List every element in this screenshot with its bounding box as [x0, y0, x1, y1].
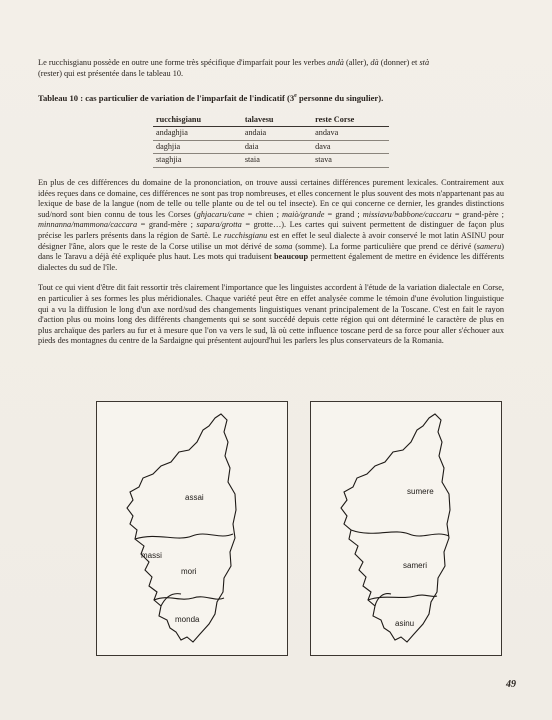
intro-text: (donner) et: [380, 58, 418, 67]
dialect-maps: [96, 401, 502, 656]
column-header: reste Corse: [301, 114, 389, 127]
table-cell: stava: [301, 154, 389, 168]
map-label: sameri: [403, 561, 428, 570]
page-number: 49: [506, 679, 516, 690]
verb-anda: andà: [327, 58, 344, 67]
intro-text: (aller),: [345, 58, 369, 67]
corsica-map-left: [97, 402, 287, 655]
corsica-outline: [127, 414, 236, 642]
isogloss-line: [375, 594, 391, 606]
table-cell: staia: [233, 154, 301, 168]
map-label: assai: [185, 493, 204, 502]
map-label: mori: [181, 567, 197, 576]
table-cell: daia: [233, 140, 301, 154]
corsica-map-right: [311, 402, 501, 655]
map-label: asinu: [395, 619, 415, 628]
map-ane: [310, 401, 502, 656]
table-cell: andava: [301, 127, 389, 141]
text-column: [38, 58, 504, 347]
table-row: [153, 154, 389, 168]
table-caption: Tableau 10 : cas particulier de variation de l'imparfait de l'indicatif (3e personne du singulier).: [38, 93, 384, 104]
table-header-row: [153, 114, 389, 127]
verb-da: dà: [370, 58, 379, 67]
isogloss-line: [135, 534, 233, 539]
column-header: talavesu: [233, 114, 301, 127]
table-cell: andaia: [233, 127, 301, 141]
imparfait-table: [153, 114, 389, 168]
table-cell: staghjia: [153, 154, 233, 168]
map-label: massi: [141, 551, 162, 560]
table-cell: dava: [301, 140, 389, 154]
table-cell: daghjia: [153, 140, 233, 154]
corsica-outline: [341, 414, 450, 642]
table-cell: andaghjia: [153, 127, 233, 141]
intro-paragraph: [38, 58, 504, 79]
table-row: [153, 140, 389, 154]
table-row: [153, 127, 389, 141]
isogloss-line: [161, 594, 181, 606]
isogloss-line: [351, 530, 449, 536]
map-beaucoup: [96, 401, 288, 656]
map-label: sumere: [407, 487, 434, 496]
column-header: rucchisgianu: [153, 114, 233, 127]
verb-sta: stà: [419, 58, 430, 67]
conclusion-paragraph: Tout ce qui vient d'être dit fait ressortir très clairement l'importance que les linguistes accordent à l'étude de la variation dialectale en Corse, en particulier à ses formes les plus méridionales. Chaque variété peut être en effet analysée comme le témoin d'une évolution linguistique qui a vu la diffusion le long d'un axe nord/sud des changements linguistiques venant principalement de la Toscane. C'est en fait le rayon d'action plus ou moins long des différents changements qui se sont succédé depuis cette région qui ont déterminé le caractère de plus en plus archaïque des parlers au fur et à mesure que l'on va vers le sud, là où cette influence toscane perd de sa force pour aller s'échouer aux pieds des montagnes du centre de la Sardaigne qui présentent aujourd'hui les parlers les plus conservateurs de la Romania.: [38, 283, 504, 346]
lexical-paragraph: En plus de ces différences du domaine de la prononciation, on trouve aussi certaines différences purement lexicales. Contrairement aux idées reçues dans ce domaine, ces différences ne sont pas trop nombreuses, et elles concernent le plus souvent des mots n'appartenant pas au lexique de base de la langue (nom de telle ou telle plante ou de tel ou tel insecte). En ce qui concerne ce dernier, les grandes distinctions sud/nord sont bien connu de tous les Corses (ghjacaru/cane = chien ; maiò/grande = grand ; missiavu/babbone/caccaru = grand-père ; minnanna/mammona/caccara = grand-mère ; sapara/grotta = grotte…). Les cartes qui suivent permettent de distinguer de façon plus précise les parlers présents dans la région de Sartè. Le rucchisgianu est en effet le seul dialecte à avoir conservé le mot latin ASINU pour désigner l'âne, alors que le reste de la Corse utilise un mot dérivé de soma (somme). La forme particulière que prend ce dérivé (sameru) dans le Taravu a déjà été expliquée plus haut. Les mots qui traduisent beaucoup permettent également de mettre en évidence les différents dialectes du sud de l'île.: [38, 178, 504, 272]
map-label: monda: [175, 615, 200, 624]
intro-text: Le rucchisgianu possède en outre une forme très spécifique d'imparfait pour les verbes: [38, 58, 326, 67]
intro-text: (rester) qui est présentée dans le tableau 10.: [38, 68, 184, 78]
